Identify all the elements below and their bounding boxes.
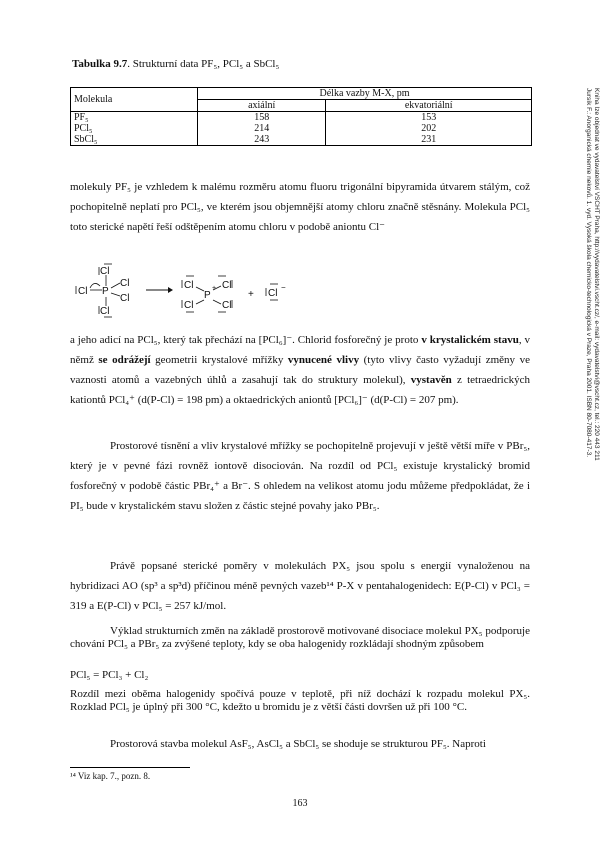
row-equatorial: 231: [326, 134, 532, 146]
scheme-cl-r-lower-left: Cl: [184, 300, 194, 311]
scheme-cl-r-lower-right: Cl: [222, 300, 232, 311]
paragraph-2-part: , v němž: [70, 334, 531, 366]
scheme-cl-anion: Cl: [268, 288, 278, 299]
scheme-cl-r-upper-right: Cl: [222, 280, 232, 291]
row-equatorial: 202: [326, 123, 532, 134]
row-equatorial: 153: [326, 112, 532, 124]
scheme-cl-r-upper-left: Cl: [184, 280, 194, 291]
reaction-scheme: [70, 256, 310, 322]
row-axial: 158: [198, 112, 326, 124]
paragraph-6: Rozdíl mezi oběma halogenidy spočívá pouze v teplotě, při níž dochází k rozpadu molekul PX₅. Rozklad PCl₅ je úplný při 300 °C, kdežto u bromidu je z větší části dovršen už při 100 °C.: [70, 688, 530, 713]
table-row: [71, 123, 532, 134]
paragraph-2-bold: v krystalickém stavu: [421, 334, 519, 346]
footnote-rule: [70, 767, 190, 768]
header-axial: axiální: [198, 100, 326, 112]
footnote: ¹⁴ Viz kap. 7., pozn. 8.: [70, 771, 151, 781]
scheme-p-left: P: [102, 286, 109, 297]
decomposition-equation: PCl₅ = PCl₃ + Cl₂: [70, 669, 149, 681]
row-axial: 214: [198, 123, 326, 134]
row-molecule: SbCl₅: [71, 134, 198, 146]
paragraph-2-part: (tyto vlivy často vyžadují změny ve vaznosti atomů a vazebných úhlů a zasahují tak do struktury molekul),: [70, 354, 530, 386]
side-citation: [578, 88, 600, 558]
scheme-cl-bottom: Cl: [100, 306, 110, 317]
paragraph-2-part: a jeho adicí na PCl₅, který tak přechází na [PCl₆]⁻. Chlorid fosforečný je proto: [70, 334, 422, 346]
header-bond-length: Délka vazby M-X, pm: [198, 88, 532, 100]
table-caption: [72, 58, 279, 70]
row-molecule: PCl₅: [71, 123, 198, 134]
side-citation-line-1: Jursík F.: Anorganická chemie nekovů. 1. vyd. Vysoká škola chemicko-technologická v Praze, Praha 2001. ISBN 80-7080-417-3.: [585, 88, 592, 458]
paragraph-3: Prostorové tísnění a vliv krystalové mřížky se pochopitelně projevují v ještě větší míře v PBr₅, který je v pevné fázi rovněž iontově disociován. Na rozdíl od PCl₅ existuje krystalický bromid fosforečný v podobě částic PBr₄⁺ a Br⁻. S ohledem na velikost atomu jodu můžeme předpokládat, že i PI₅ bude v krystalickém stavu složen z částic stejné povahy jako PBr₅.: [70, 440, 530, 512]
scheme-cl-left: Cl: [78, 286, 88, 297]
page-number: 163: [292, 798, 308, 809]
row-molecule: PF₅: [71, 112, 198, 124]
paragraph-2-bold: se odrážejí: [98, 354, 151, 366]
scheme-cl-upper-right: Cl: [120, 278, 130, 289]
scheme-plus: +: [248, 289, 254, 300]
paragraph-2-bold: vynucené vlivy: [287, 354, 360, 366]
header-molecule: Molekula: [71, 88, 198, 112]
paragraph-2-bold: vystavěn: [410, 374, 452, 386]
side-citation-line-2: Kniha Ize objednat ve vydavatelství VŠCHT Praha, http://vydavatelstvi.vscht.cz/, e-mail: vydavatelstvi@vscht.cz, tel.: 220 443 211: [593, 88, 600, 461]
paragraph-4: Právě popsané sterické poměry v molekulách PX₅ jsou spolu s energií vynaloženou na hybridizaci AO (sp³ a sp³d) příčinou méně pevných vazeb¹⁴ P-X v pentahalogenidech: E(P-Cl) v PCl₃ = 319 a E(P-Cl) v PCl₅ = 257 kJ/mol.: [70, 560, 530, 612]
paragraph-2-part: geometrii krystalové mřížky: [150, 354, 288, 366]
table-row: [71, 112, 532, 124]
table-caption-text: . Strukturní data PF₅, PCl₅ a SbCl₅: [127, 58, 280, 70]
paragraph-2-part: z tetraedrických kationtů PCl₄⁺ (d(P-Cl) = 198 pm) a oktaedrických aniontů [PCl₆]⁻ (d(P-Cl) = 207 pm).: [70, 374, 530, 406]
scheme-charge-plus: +: [212, 285, 217, 292]
header-equatorial: ekvatoriální: [326, 100, 532, 112]
paragraph-5: Výklad strukturních změn na základě prostorově motivované disociace molekul PX₅ podporuje chování PCl₅ a PBr₅ za zvýšené teploty, kdy se oba halogenidy rozkládají shodným způsobem: [70, 625, 530, 650]
scheme-p-right: P: [204, 290, 211, 301]
scheme-charge-minus: −: [281, 283, 286, 292]
table-row: [71, 134, 532, 146]
paragraph-1: molekuly PF₅ je vzhledem k malému rozměru atomu fluoru trigonální bipyramida útvarem stálým, což pochopitelně neplatí pro PCl₅, ve kterém jsou objemnější atomy chloru značně stěsnány. Molekula PCl₅ toto sterické napětí řeší odštěpením atomu chloru v podobě aniontu Cl⁻: [70, 181, 530, 233]
scheme-cl-lower-right: Cl: [120, 293, 130, 304]
table-caption-label: Tabulka 9.7: [72, 58, 128, 70]
paragraph-2: [70, 330, 530, 410]
paragraph-7: Prostorová stavba molekul AsF₅, AsCl₅ a SbCl₅ se shoduje se strukturou PF₅. Naproti: [110, 738, 486, 750]
scheme-cl-top: Cl: [100, 266, 110, 277]
structure-table: [70, 87, 532, 146]
row-axial: 243: [198, 134, 326, 146]
